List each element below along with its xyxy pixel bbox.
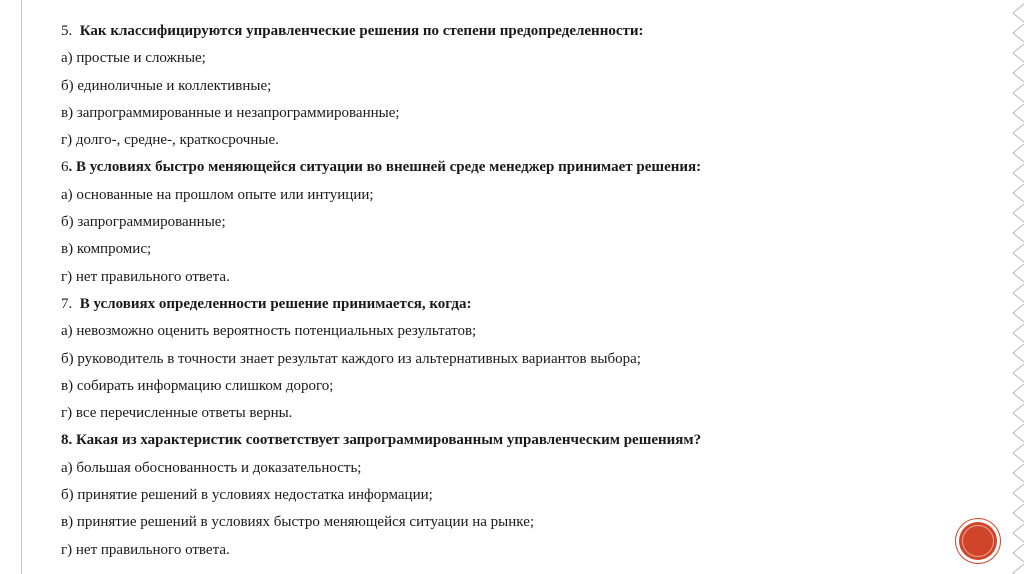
option-item: г) нет правильного ответа. <box>61 541 230 558</box>
question-5-title <box>61 18 961 45</box>
question-text: Какая из характеристик соответствует запрограммированным управленческим решениям? <box>76 432 702 449</box>
question-8-title <box>61 427 961 454</box>
option-item: г) долго-, средне-, краткосрочные. <box>61 132 279 149</box>
option-item: б) руководитель в точности знает результат каждого из альтернативных вариантов выбора; <box>61 350 641 367</box>
option-item: в) компромис; <box>61 241 152 258</box>
option-item: б) принятие решений в условиях недостатка информации; <box>61 487 433 504</box>
option-item: а) большая обоснованность и доказательность; <box>61 459 362 476</box>
question-number: 6 <box>61 159 69 176</box>
option-item: а) основанные на прошлом опыте или интуиции; <box>61 186 374 203</box>
question-6-title <box>61 154 961 181</box>
chevron-pattern-icon <box>1000 0 1024 574</box>
red-circle-icon <box>959 522 997 560</box>
question-7-title <box>61 291 961 318</box>
option-item: г) все перечисленные ответы верны. <box>61 405 293 422</box>
option-item: б) единоличные и коллективные; <box>61 77 272 94</box>
question-number: 7. <box>61 295 73 312</box>
option-item: в) запрограммированные и незапрограммированные; <box>61 104 400 121</box>
option-item: в) собирать информацию слишком дорого; <box>61 377 334 394</box>
question-number: 5. <box>61 23 73 39</box>
option-item: а) невозможно оценить вероятность потенциальных результатов; <box>61 323 477 340</box>
question-number: 8. <box>61 432 73 449</box>
option-item: г) нет правильного ответа. <box>61 268 230 285</box>
left-divider-line <box>21 0 22 574</box>
question-text: Как классифицируются управленческие решения по степени предопределенности: <box>79 23 644 39</box>
question-text: . В условиях быстро меняющейся ситуации во внешней среде менеджер принимает решения: <box>68 159 702 176</box>
option-item: в) принятие решений в условиях быстро меняющейся ситуации на рынке; <box>61 514 535 531</box>
question-list <box>61 18 961 564</box>
option-item: б) запрограммированные; <box>61 214 226 231</box>
question-text: В условиях определенности решение принимается, когда: <box>79 295 472 312</box>
option-item: а) простые и сложные; <box>61 50 206 67</box>
